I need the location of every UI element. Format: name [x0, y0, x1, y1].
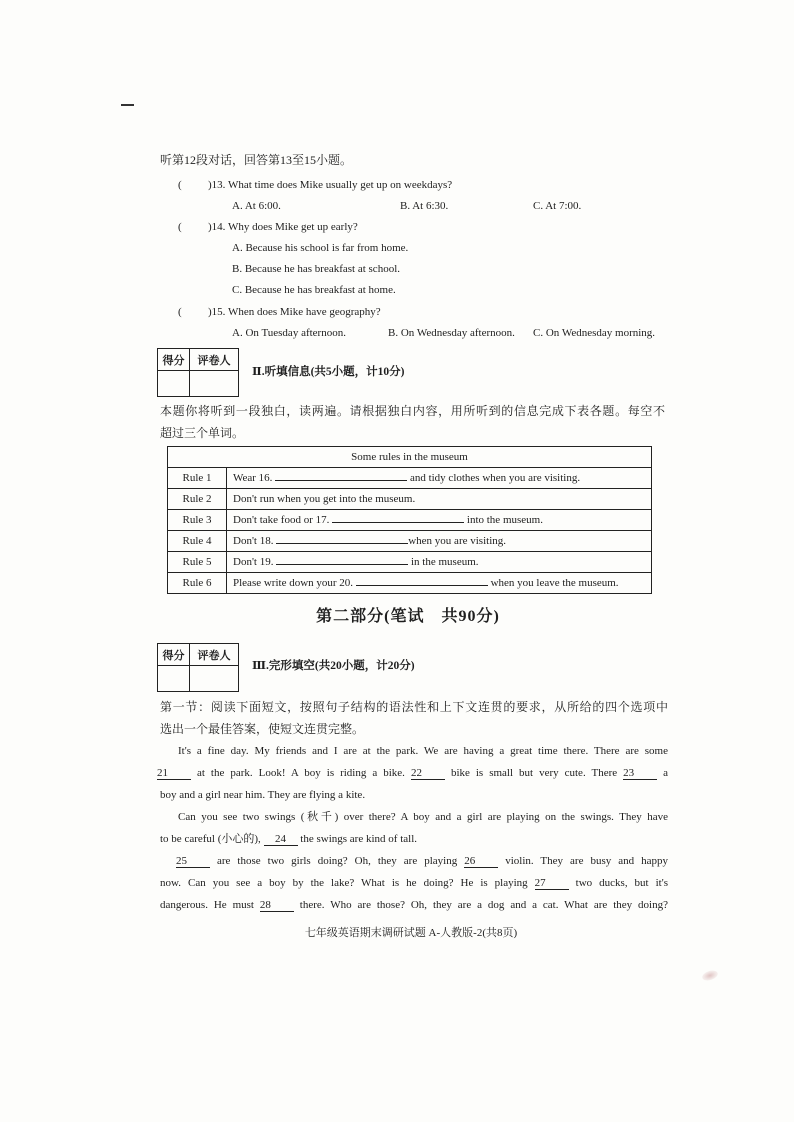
grader-cell [190, 371, 238, 396]
rule-label: Rule 1 [168, 468, 227, 489]
answer-bracket-15: ( [178, 306, 182, 318]
listening-intro: 听第12段对话，回答第13至15小题。 [160, 153, 353, 167]
cloze-blank-27: 27 [535, 877, 569, 890]
rule-label: Rule 5 [168, 552, 227, 573]
table-title: Some rules in the museum [168, 447, 652, 468]
passage-text: to be careful (小心的), [160, 833, 261, 845]
passage-line-7 [160, 876, 668, 890]
section-3-instruction-line-2: 选出一个最佳答案，使短文连贯完整。 [160, 722, 365, 736]
passage-line-1 [178, 744, 668, 758]
question-14-option-c: C. Because he has breakfast at home. [232, 284, 396, 296]
rule-text [227, 552, 652, 573]
score-label: 得分 [158, 644, 190, 666]
question-14-stem: )14. Why does Mike get up early? [208, 221, 358, 233]
part-2-heading: 第二部分(笔试 共90分) [316, 608, 500, 625]
grader-cell [190, 666, 238, 691]
passage-text: two ducks, but it's [575, 877, 668, 889]
rule-text-before: Don't take food or 17. [233, 514, 330, 526]
scan-smudge [701, 969, 719, 983]
rule-label: Rule 2 [168, 489, 227, 510]
museum-rules-table [167, 446, 652, 594]
answer-blank-17 [332, 513, 464, 523]
cloze-blank-21: 21 [157, 767, 191, 780]
passage-line-8 [160, 898, 668, 912]
question-15-option-a: A. On Tuesday afternoon. [232, 327, 346, 339]
passage-text: are those two girls doing? Oh, they are playing [217, 855, 458, 867]
rule-text-after: into the museum. [466, 514, 543, 526]
question-15-stem: )15. When does Mike have geography? [208, 306, 381, 318]
answer-bracket-13: ( [178, 179, 182, 191]
question-13-option-c: C. At 7:00. [533, 200, 582, 212]
rule-label: Rule 3 [168, 510, 227, 531]
passage-line-2 [157, 766, 668, 780]
passage-text: bike is small but very cute. There [450, 767, 618, 779]
table-header-row [168, 447, 652, 468]
section-2-instruction-line-2: 超过三个单词。 [160, 426, 245, 440]
passage-line-6 [176, 854, 668, 868]
rule-text [227, 573, 652, 594]
table-row [168, 552, 652, 573]
cloze-blank-24: 24 [264, 833, 298, 846]
passage-text: the swings are kind of tall. [300, 833, 417, 845]
score-box-section-2 [157, 348, 239, 397]
table-row [168, 510, 652, 531]
rule-text-after: in the museum. [410, 556, 479, 568]
passage-text: at the park. Look! A boy is riding a bike. [197, 767, 405, 779]
question-15-option-c: C. On Wednesday morning. [533, 327, 656, 339]
question-14-option-b: B. Because he has breakfast at school. [232, 263, 400, 275]
passage-text: a [663, 767, 669, 779]
passage-text: It's a fine day. My friends and I are at the park. We are having a great time there. There are some [178, 745, 668, 757]
rule-text-after: when you leave the museum. [490, 577, 619, 589]
question-15-option-b: B. On Wednesday afternoon. [388, 327, 515, 339]
answer-blank-19 [276, 555, 408, 565]
table-row [168, 573, 652, 594]
section-2-instruction-line-1: 本题你将听到一段独白，读两遍。请根据独白内容，用所听到的信息完成下表各题。每空不 [160, 404, 665, 418]
cloze-blank-26: 26 [464, 855, 498, 868]
score-label: 得分 [158, 349, 190, 371]
passage-line-5 [160, 832, 417, 846]
rule-text-before: Don't 19. [233, 556, 274, 568]
rule-text-after: and tidy clothes when you are visiting. [409, 472, 581, 484]
passage-text: boy and a girl near him. They are flying a kite. [160, 789, 366, 801]
rule-text-before: Please write down your 20. [233, 577, 354, 589]
passage-line-3 [160, 788, 365, 802]
passage-text: Can you see two swings (秋千) over there? A boy and a girl are playing on the swings. They have [178, 811, 668, 823]
passage-text: there. Who are those? Oh, they are a dog and a cat. What are they doing? [299, 899, 668, 911]
rule-label: Rule 4 [168, 531, 227, 552]
rule-text [227, 468, 652, 489]
section-2-heading: Ⅱ.听填信息(共5小题，计10分) [252, 366, 405, 378]
question-13-stem: )13. What time does Mike usually get up on weekdays? [208, 179, 453, 191]
passage-text: now. Can you see a boy by the lake? What is he doing? He is playing [160, 877, 528, 889]
score-cell [158, 666, 190, 691]
answer-blank-18 [276, 534, 408, 544]
cloze-blank-25: 25 [176, 855, 210, 868]
cloze-blank-22: 22 [411, 767, 445, 780]
score-cell [158, 371, 190, 396]
score-box-section-3 [157, 643, 239, 692]
grader-label: 评卷人 [190, 644, 238, 666]
grader-label: 评卷人 [190, 349, 238, 371]
rule-text [227, 531, 652, 552]
table-row [168, 468, 652, 489]
answer-blank-16 [275, 471, 407, 481]
question-13-option-b: B. At 6:30. [400, 200, 449, 212]
crop-mark [121, 104, 134, 106]
rule-text-before: Wear 16. [233, 472, 273, 484]
passage-text: violin. They are busy and happy [505, 855, 668, 867]
rule-label: Rule 6 [168, 573, 227, 594]
passage-line-4 [178, 810, 668, 824]
rule-text-after: when you are visiting. [408, 535, 506, 547]
cloze-blank-28: 28 [260, 899, 294, 912]
passage-text: dangerous. He must [160, 899, 254, 911]
table-row [168, 531, 652, 552]
section-3-instruction-line-1: 第一节：阅读下面短文，按照句子结构的语法性和上下文连贯的要求，从所给的四个选项中 [160, 700, 668, 714]
rule-text: Don't run when you get into the museum. [227, 489, 652, 510]
rule-text [227, 510, 652, 531]
section-3-heading: Ⅲ.完形填空(共20小题，计20分) [252, 660, 415, 672]
cloze-blank-23: 23 [623, 767, 657, 780]
answer-blank-20 [356, 576, 488, 586]
page-footer: 七年级英语期末调研试题 A-人教版-2(共8页) [304, 927, 518, 939]
answer-bracket-14: ( [178, 221, 182, 233]
question-14-option-a: A. Because his school is far from home. [232, 242, 409, 254]
rule-text-before: Don't 18. [233, 535, 274, 547]
table-row [168, 489, 652, 510]
question-13-option-a: A. At 6:00. [232, 200, 281, 212]
